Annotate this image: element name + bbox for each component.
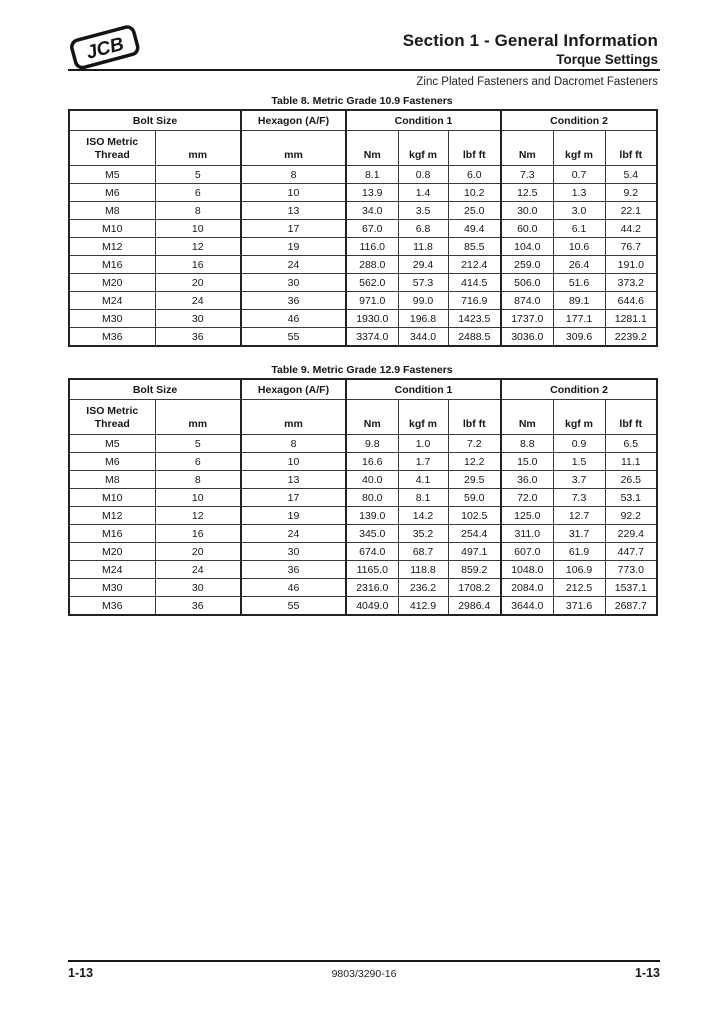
table-cell: 139.0	[346, 507, 398, 525]
table-cell: 16.6	[346, 453, 398, 471]
table-cell: M5	[69, 166, 155, 184]
table-row	[69, 507, 657, 525]
table-row	[69, 310, 657, 328]
table-group-header-row	[69, 110, 657, 131]
table-cell: 5.4	[605, 166, 657, 184]
table-cell: 106.9	[553, 561, 605, 579]
table-cell: 196.8	[398, 310, 448, 328]
table-cell: M12	[69, 238, 155, 256]
table-cell: 55	[241, 597, 346, 616]
table-cell: M36	[69, 597, 155, 616]
table-cell: 36	[155, 328, 241, 347]
table-cell: 13.9	[346, 184, 398, 202]
table-cell: 20	[155, 274, 241, 292]
table-cell: 17	[241, 489, 346, 507]
column-group-header: Hexagon (A/F)	[241, 379, 346, 400]
column-header: kgf m	[553, 131, 605, 166]
column-header: mm	[241, 131, 346, 166]
footer-divider	[68, 960, 660, 962]
table-cell: 8	[241, 435, 346, 453]
table-row	[69, 453, 657, 471]
page-footer	[68, 966, 660, 980]
table-cell: 72.0	[501, 489, 553, 507]
table-cell: 8	[241, 166, 346, 184]
table-cell: M24	[69, 292, 155, 310]
table-cell: 4.1	[398, 471, 448, 489]
table-row	[69, 328, 657, 347]
column-header: kgf m	[553, 400, 605, 435]
table-cell: 1.5	[553, 453, 605, 471]
table-cell: 40.0	[346, 471, 398, 489]
table-cell: 36	[241, 561, 346, 579]
table-cell: 11.8	[398, 238, 448, 256]
table-8-container	[68, 109, 656, 347]
table-cell: M10	[69, 220, 155, 238]
table-row	[69, 256, 657, 274]
tables-area	[68, 95, 656, 616]
table-row	[69, 184, 657, 202]
table-cell: 10	[241, 453, 346, 471]
table-cell: 371.6	[553, 597, 605, 616]
table-cell: 311.0	[501, 525, 553, 543]
table-cell: 12	[155, 507, 241, 525]
table-cell: M10	[69, 489, 155, 507]
table-cell: 191.0	[605, 256, 657, 274]
table-cell: M6	[69, 184, 155, 202]
column-group-header: Hexagon (A/F)	[241, 110, 346, 131]
table-cell: 2488.5	[448, 328, 501, 347]
table-cell: 12.5	[501, 184, 553, 202]
table-cell: 7.3	[501, 166, 553, 184]
table-cell: 26.4	[553, 256, 605, 274]
document-number: 9803/3290-16	[331, 968, 397, 980]
table-cell: M12	[69, 507, 155, 525]
column-group-header: Bolt Size	[69, 110, 241, 131]
table-cell: 24	[155, 292, 241, 310]
table-cell: M30	[69, 310, 155, 328]
table-cell: 25.0	[448, 202, 501, 220]
table-cell: 3.7	[553, 471, 605, 489]
table-cell: 92.2	[605, 507, 657, 525]
table-cell: 1708.2	[448, 579, 501, 597]
table-group-header-row	[69, 379, 657, 400]
table-cell: 20	[155, 543, 241, 561]
table-cell: 5	[155, 435, 241, 453]
table-cell: M30	[69, 579, 155, 597]
table-cell: 13	[241, 471, 346, 489]
table-cell: 674.0	[346, 543, 398, 561]
table-row	[69, 543, 657, 561]
table-cell: 10	[155, 220, 241, 238]
table-cell: 177.1	[553, 310, 605, 328]
section-title: Section 1 - General Information	[402, 31, 658, 50]
table-cell: 2316.0	[346, 579, 398, 597]
table-cell: 212.4	[448, 256, 501, 274]
column-group-header: Condition 1	[346, 110, 501, 131]
table-cell: 1537.1	[605, 579, 657, 597]
table-row	[69, 202, 657, 220]
table-cell: 44.2	[605, 220, 657, 238]
table-cell: M5	[69, 435, 155, 453]
jcb-logo-text: JCB	[84, 33, 127, 64]
table-cell: 68.7	[398, 543, 448, 561]
table-row	[69, 292, 657, 310]
table-cell: 53.1	[605, 489, 657, 507]
table-cell: 24	[241, 256, 346, 274]
column-header: lbf ft	[605, 400, 657, 435]
table-row	[69, 489, 657, 507]
table-cell: 1048.0	[501, 561, 553, 579]
table-cell: M36	[69, 328, 155, 347]
column-header: kgf m	[398, 131, 448, 166]
column-header: Nm	[501, 400, 553, 435]
table-cell: 89.1	[553, 292, 605, 310]
table-cell: 80.0	[346, 489, 398, 507]
table-cell: 30	[155, 310, 241, 328]
table-cell: 76.7	[605, 238, 657, 256]
page-number-left: 1-13	[68, 966, 94, 980]
table-cell: 10	[241, 184, 346, 202]
table-cell: 0.7	[553, 166, 605, 184]
table-cell: 2687.7	[605, 597, 657, 616]
table-cell: 8	[155, 202, 241, 220]
table-cell: 35.2	[398, 525, 448, 543]
table-cell: 22.1	[605, 202, 657, 220]
table-cell: M20	[69, 274, 155, 292]
table-cell: 373.2	[605, 274, 657, 292]
table-cell: 55	[241, 328, 346, 347]
table-cell: 9.2	[605, 184, 657, 202]
table-cell: 874.0	[501, 292, 553, 310]
table-cell: 29.5	[448, 471, 501, 489]
table-cell: 562.0	[346, 274, 398, 292]
table-row	[69, 597, 657, 616]
table-cell: 10	[155, 489, 241, 507]
table-cell: 414.5	[448, 274, 501, 292]
table-9-container	[68, 378, 656, 616]
column-header: mm	[155, 400, 241, 435]
table-cell: 6	[155, 453, 241, 471]
table-cell: 13	[241, 202, 346, 220]
table-cell: 7.3	[553, 489, 605, 507]
table-cell: 30	[155, 579, 241, 597]
column-group-header: Bolt Size	[69, 379, 241, 400]
table-cell: 259.0	[501, 256, 553, 274]
table-cell: 19	[241, 238, 346, 256]
table-cell: 2986.4	[448, 597, 501, 616]
table-cell: 67.0	[346, 220, 398, 238]
table-cell: 229.4	[605, 525, 657, 543]
table-cell: 506.0	[501, 274, 553, 292]
table-cell: 1281.1	[605, 310, 657, 328]
table-cell: 6.0	[448, 166, 501, 184]
table-cell: 60.0	[501, 220, 553, 238]
table-cell: 236.2	[398, 579, 448, 597]
table-cell: 3644.0	[501, 597, 553, 616]
table-cell: 29.4	[398, 256, 448, 274]
table-cell: 15.0	[501, 453, 553, 471]
table-cell: 12.7	[553, 507, 605, 525]
jcb-logo-icon	[56, 18, 156, 76]
column-header: ISO Metric Thread	[69, 400, 155, 435]
table-cell: M6	[69, 453, 155, 471]
table-cell: 288.0	[346, 256, 398, 274]
table-cell: 2084.0	[501, 579, 553, 597]
table-cell: 30	[241, 274, 346, 292]
table-row	[69, 238, 657, 256]
table-cell: 34.0	[346, 202, 398, 220]
table-cell: 16	[155, 525, 241, 543]
table-cell: 644.6	[605, 292, 657, 310]
table-cell: 971.0	[346, 292, 398, 310]
table-cell: 859.2	[448, 561, 501, 579]
column-header: Nm	[346, 400, 398, 435]
column-header: Nm	[501, 131, 553, 166]
torque-table	[68, 109, 658, 347]
table-cell: 8.8	[501, 435, 553, 453]
table-cell: 6.1	[553, 220, 605, 238]
table-cell: 3036.0	[501, 328, 553, 347]
table-cell: 19	[241, 507, 346, 525]
column-header: mm	[241, 400, 346, 435]
table-cell: 10.6	[553, 238, 605, 256]
table-cell: 11.1	[605, 453, 657, 471]
table-cell: 57.3	[398, 274, 448, 292]
table-cell: 254.4	[448, 525, 501, 543]
table-cell: 7.2	[448, 435, 501, 453]
table-row	[69, 166, 657, 184]
table-cell: M16	[69, 525, 155, 543]
table-column-header-row	[69, 400, 657, 435]
column-header: lbf ft	[448, 400, 501, 435]
table-cell: 2239.2	[605, 328, 657, 347]
column-group-header: Condition 2	[501, 110, 657, 131]
table-cell: 26.5	[605, 471, 657, 489]
table-cell: 412.9	[398, 597, 448, 616]
table-cell: 9.8	[346, 435, 398, 453]
table-cell: 102.5	[448, 507, 501, 525]
table-cell: 24	[155, 561, 241, 579]
table-cell: 104.0	[501, 238, 553, 256]
jcb-logo	[56, 18, 156, 81]
table-cell: 10.2	[448, 184, 501, 202]
table-cell: 497.1	[448, 543, 501, 561]
table-cell: 1930.0	[346, 310, 398, 328]
table-cell: M24	[69, 561, 155, 579]
table-cell: 3.0	[553, 202, 605, 220]
table-cell: 8	[155, 471, 241, 489]
table-row	[69, 525, 657, 543]
column-group-header: Condition 2	[501, 379, 657, 400]
table-cell: 30	[241, 543, 346, 561]
table-cell: M20	[69, 543, 155, 561]
table-row	[69, 220, 657, 238]
table-cell: 46	[241, 579, 346, 597]
column-header: ISO Metric Thread	[69, 131, 155, 166]
table-cell: M16	[69, 256, 155, 274]
table-cell: 36	[155, 597, 241, 616]
column-header: mm	[155, 131, 241, 166]
table-column-header-row	[69, 131, 657, 166]
table-cell: 6.8	[398, 220, 448, 238]
table-cell: 344.0	[398, 328, 448, 347]
column-group-header: Condition 1	[346, 379, 501, 400]
table-cell: 8.1	[398, 489, 448, 507]
table-cell: 61.9	[553, 543, 605, 561]
table-cell: 345.0	[346, 525, 398, 543]
table-cell: 1.3	[553, 184, 605, 202]
table-cell: 1.0	[398, 435, 448, 453]
table-cell: 773.0	[605, 561, 657, 579]
table-cell: 12.2	[448, 453, 501, 471]
table-cell: 116.0	[346, 238, 398, 256]
table-cell: 1737.0	[501, 310, 553, 328]
table-9-caption: Table 9. Metric Grade 12.9 Fasteners	[271, 364, 453, 376]
page-number-right: 1-13	[634, 966, 660, 980]
table-cell: 1165.0	[346, 561, 398, 579]
table-cell: M8	[69, 471, 155, 489]
table-cell: 17	[241, 220, 346, 238]
column-header: lbf ft	[605, 131, 657, 166]
table-cell: 125.0	[501, 507, 553, 525]
table-cell: 59.0	[448, 489, 501, 507]
table-cell: 0.9	[553, 435, 605, 453]
table-row	[69, 274, 657, 292]
table-cell: M8	[69, 202, 155, 220]
table-cell: 309.6	[553, 328, 605, 347]
table-cell: 4049.0	[346, 597, 398, 616]
table-row	[69, 471, 657, 489]
torque-table	[68, 378, 658, 616]
column-header: Nm	[346, 131, 398, 166]
table-cell: 46	[241, 310, 346, 328]
table-cell: 1.4	[398, 184, 448, 202]
page-subtitle: Torque Settings	[556, 52, 658, 68]
table-cell: 0.8	[398, 166, 448, 184]
page-header	[403, 30, 658, 69]
table-row	[69, 579, 657, 597]
table-cell: 30.0	[501, 202, 553, 220]
header-divider	[68, 69, 660, 71]
table-cell: 36.0	[501, 471, 553, 489]
table-8-caption: Table 8. Metric Grade 10.9 Fasteners	[271, 95, 453, 107]
table-cell: 99.0	[398, 292, 448, 310]
column-header: kgf m	[398, 400, 448, 435]
table-cell: 118.8	[398, 561, 448, 579]
table-cell: 85.5	[448, 238, 501, 256]
table-cell: 8.1	[346, 166, 398, 184]
table-cell: 31.7	[553, 525, 605, 543]
table-cell: 12	[155, 238, 241, 256]
table-cell: 16	[155, 256, 241, 274]
table-cell: 447.7	[605, 543, 657, 561]
fastener-type-descriptor: Zinc Plated Fasteners and Dacromet Fasteners	[416, 76, 658, 88]
table-cell: 24	[241, 525, 346, 543]
table-cell: 607.0	[501, 543, 553, 561]
table-cell: 1423.5	[448, 310, 501, 328]
table-row	[69, 561, 657, 579]
table-cell: 14.2	[398, 507, 448, 525]
table-cell: 51.6	[553, 274, 605, 292]
table-cell: 5	[155, 166, 241, 184]
table-cell: 49.4	[448, 220, 501, 238]
table-cell: 36	[241, 292, 346, 310]
table-cell: 6.5	[605, 435, 657, 453]
column-header: lbf ft	[448, 131, 501, 166]
table-cell: 716.9	[448, 292, 501, 310]
table-cell: 3374.0	[346, 328, 398, 347]
table-cell: 3.5	[398, 202, 448, 220]
table-row	[69, 435, 657, 453]
table-cell: 1.7	[398, 453, 448, 471]
table-cell: 6	[155, 184, 241, 202]
table-cell: 212.5	[553, 579, 605, 597]
